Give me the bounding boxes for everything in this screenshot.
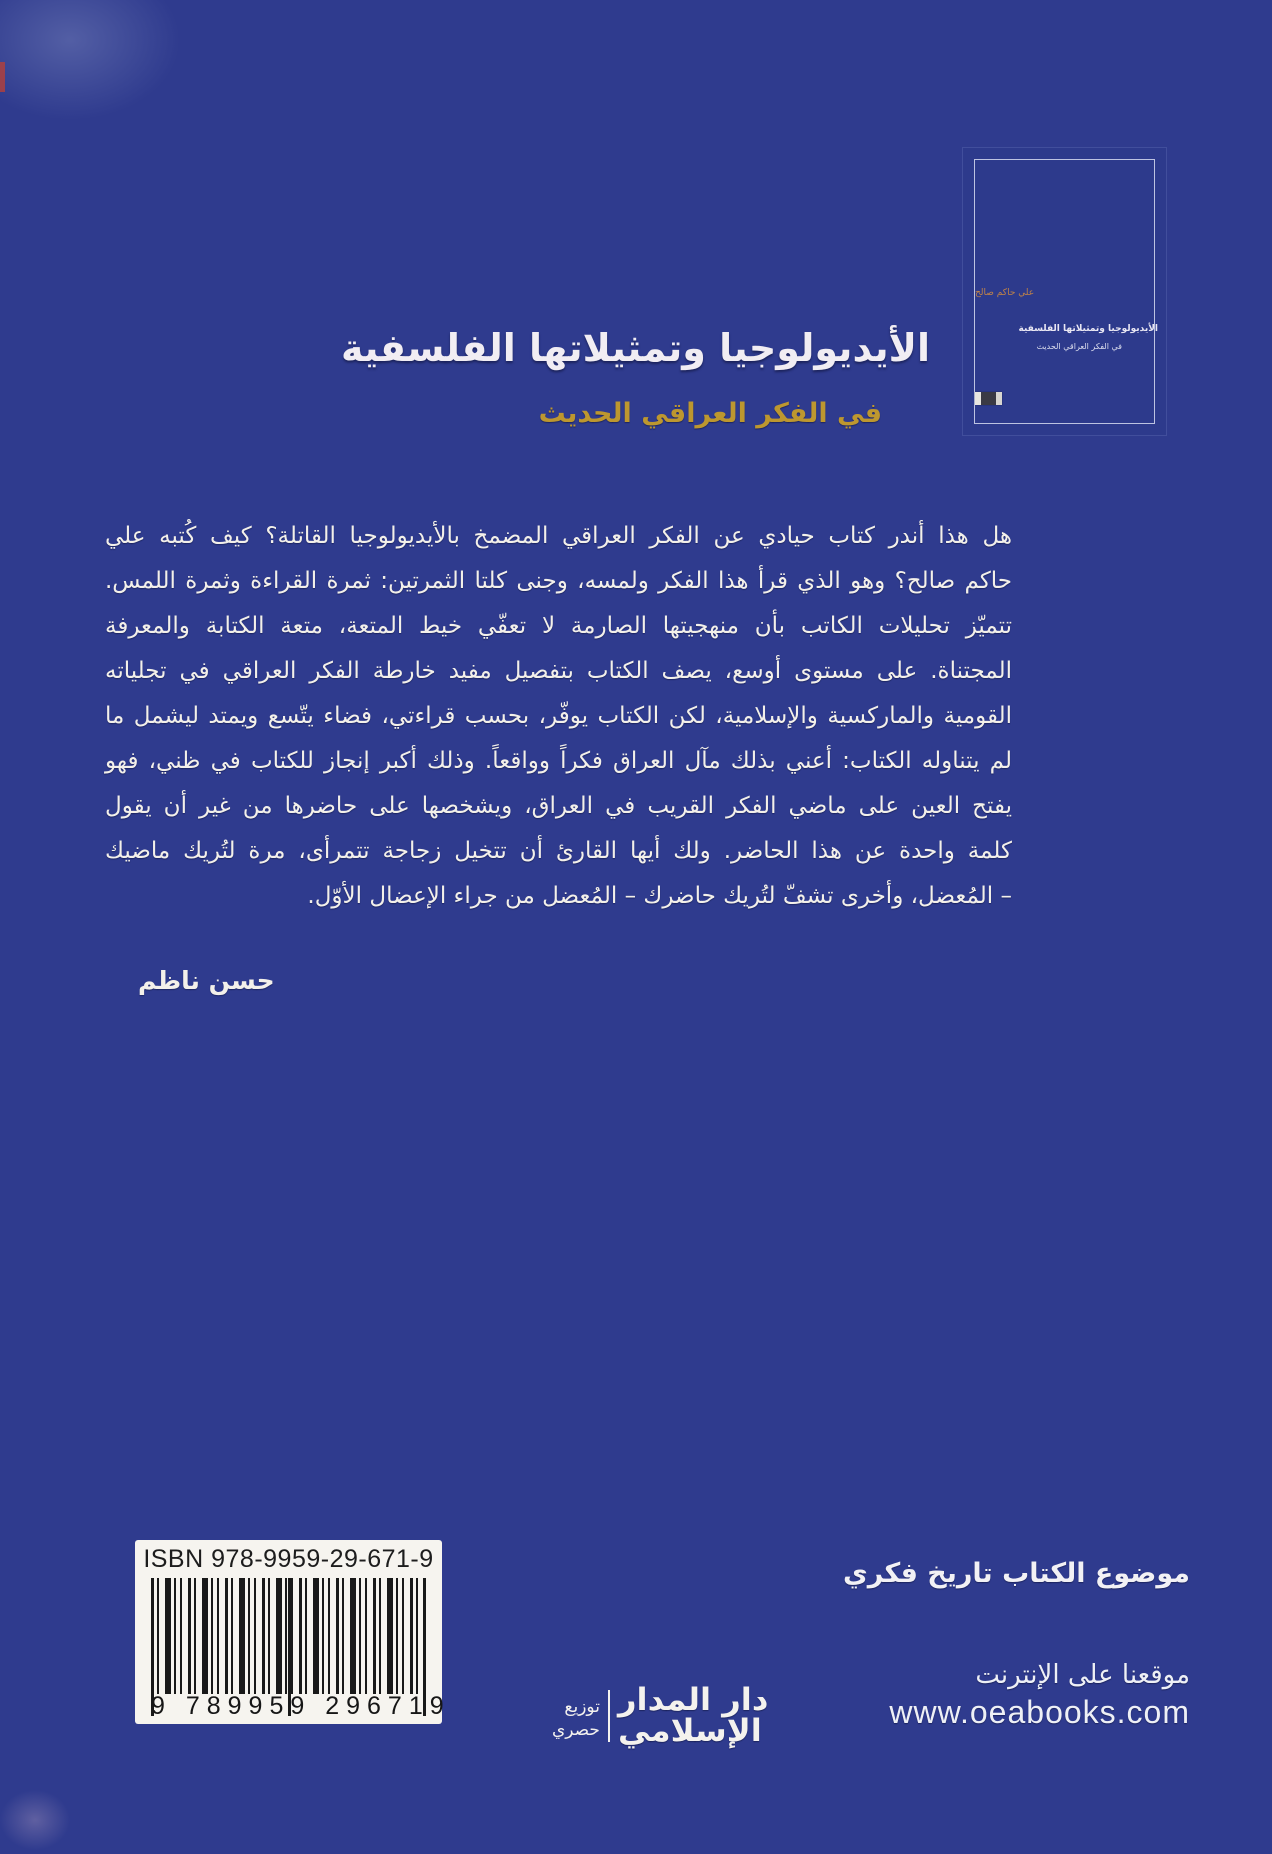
blurb-line: لم يتناوله الكتاب: أعني بذلك مآل العراق فكراً وواقعاً. وذلك أكبر إنجاز للكتاب في ظني، فهو (105, 748, 1012, 774)
scan-light-artifact (0, 0, 180, 120)
blurb-line: المجتناة. على مستوى أوسع، يصف الكتاب بتفصيل مفيد خارطة الفكر العراقي في تجلياته (105, 658, 1012, 684)
book-subject: موضوع الكتاب تاريخ فكري (842, 1558, 1190, 1589)
book-title: الأيديولوجيا وتمثيلاتها الفلسفية (341, 326, 930, 370)
divider (608, 1690, 610, 1742)
isbn-barcode-block (135, 1540, 451, 1724)
book-subtitle: في الفكر العراقي الحديث (538, 398, 882, 429)
blurb-line: يفتح العين على ماضي الفكر القريب في العراق، ويشخصها على حاضرها من غير أن يقول (105, 793, 1012, 819)
distribution-line: توزيع (564, 1697, 600, 1718)
publisher-logo (552, 1658, 834, 1748)
thumbnail-author-name: علي حاكم صالح (975, 288, 1035, 298)
website-url: www.oeabooks.com (889, 1694, 1190, 1730)
website-block (889, 1660, 1190, 1731)
blurb-author-name: حسن ناظم (138, 966, 275, 995)
thumbnail-title: الأيديولوجيا وتمثيلاتها الفلسفية (1018, 324, 1158, 334)
thumbnail-subtitle: في الفكر العراقي الحديث (1036, 342, 1122, 351)
blurb-line: حاكم صالح؟ وهو الذي قرأ هذا الفكر ولمسه، وجنى كلتا الثمرتين: ثمرة القراءة وثمرة اللمس. (105, 568, 1012, 594)
blurb-line: كلمة واحدة عن هذا الحاضر. ولك أيها القارئ أن تتخيل زجاجة تتمرأى، مرة لتُريك ماضيك (105, 838, 1012, 864)
front-cover-thumbnail (963, 148, 1166, 435)
isbn-number: ISBN 978-9959-29-671-9 (143, 1545, 434, 1573)
publisher-name: دار المدار الإسلامي (617, 1681, 769, 1750)
barcode-digits: 9 789959 296719 (151, 1692, 451, 1720)
blurb-line: القومية والماركسية والإسلامية، لكن الكتاب يوفّر، بحسب قراءتي، فضاء يتّسع ويمتد ليشمل ما (105, 703, 1012, 729)
distribution-note (552, 1696, 600, 1742)
scan-artifact (0, 62, 5, 92)
thumbnail-publisher-logo (975, 392, 1002, 405)
back-cover-blurb (105, 514, 1012, 919)
scan-artifact (0, 1790, 70, 1850)
blurb-line: هل هذا أندر كتاب حيادي عن الفكر العراقي المضمخ بالأيديولوجيا القاتلة؟ كيف كُتبه علي (105, 523, 1012, 549)
website-label: موقعنا على الإنترنت (975, 1660, 1190, 1690)
distribution-line: حصري (552, 1720, 600, 1741)
blurb-line: تتميّز تحليلات الكاتب بأن منهجيتها الصارمة لا تعفّي خيط المتعة، متعة الكتابة والمعرفة (105, 613, 1012, 639)
blurb-line: – المُعضل، وأخرى تشفّ لتُريك حاضرك – المُعضل من جراء الإعضال الأوّل. (307, 883, 1012, 909)
